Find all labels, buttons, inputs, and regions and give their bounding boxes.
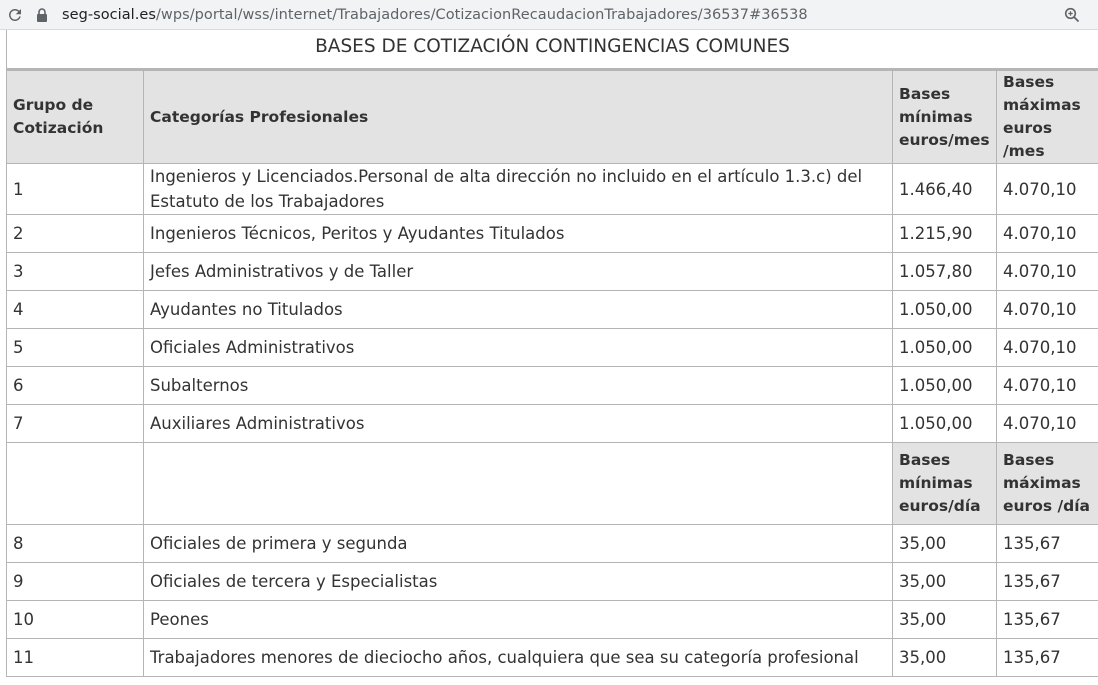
header-max-month: Bases máximas euros /mes — [997, 71, 1098, 164]
category-cell: Oficiales de tercera y Especialistas — [144, 563, 893, 601]
header-min-day: Bases mínimas euros/día — [893, 443, 997, 525]
lock-icon[interactable] — [34, 7, 50, 23]
max-base-cell: 4.070,10 — [997, 367, 1098, 405]
min-base-cell: 35,00 — [893, 639, 997, 677]
max-base-cell: 4.070,10 — [997, 215, 1098, 253]
category-cell: Ingenieros y Licenciados.Personal de alta dirección no incluido en el artículo 1.3.c) del Estatuto de los Trabajadores — [144, 164, 893, 215]
category-cell: Trabajadores menores de dieciocho años, cualquiera que sea su categoría profesional — [144, 639, 893, 677]
table-title: BASES DE COTIZACIÓN CONTINGENCIAS COMUNES — [6, 30, 1098, 70]
max-base-cell: 4.070,10 — [997, 405, 1098, 443]
group-cell: 7 — [7, 405, 144, 443]
min-base-cell: 35,00 — [893, 601, 997, 639]
max-base-cell: 4.070,10 — [997, 164, 1098, 215]
category-cell: Ingenieros Técnicos, Peritos y Ayudantes Titulados — [144, 215, 893, 253]
table-row — [7, 639, 1098, 677]
group-cell: 5 — [7, 329, 144, 367]
table-row — [7, 601, 1098, 639]
min-base-cell: 1.050,00 — [893, 329, 997, 367]
category-cell: Peones — [144, 601, 893, 639]
contribution-bases-table — [6, 30, 1098, 685]
url-field[interactable] — [62, 3, 808, 27]
min-base-cell: 35,00 — [893, 525, 997, 563]
bases-table — [6, 70, 1098, 677]
group-cell: 11 — [7, 639, 144, 677]
header-min-month: Bases mínimas euros/mes — [893, 71, 997, 164]
reload-icon[interactable] — [4, 4, 26, 26]
group-cell: 10 — [7, 601, 144, 639]
group-cell: 4 — [7, 291, 144, 329]
min-base-cell: 1.215,90 — [893, 215, 997, 253]
table-row — [7, 215, 1098, 253]
category-cell: Oficiales de primera y segunda — [144, 525, 893, 563]
group-cell: 1 — [7, 164, 144, 215]
min-base-cell: 1.050,00 — [893, 405, 997, 443]
daily-header-row — [7, 443, 1098, 525]
blank-cell — [144, 443, 893, 525]
max-base-cell: 4.070,10 — [997, 329, 1098, 367]
max-base-cell: 135,67 — [997, 563, 1098, 601]
header-max-day: Bases máximas euros /día — [997, 443, 1098, 525]
min-base-cell: 1.466,40 — [893, 164, 997, 215]
category-cell: Subalternos — [144, 367, 893, 405]
max-base-cell: 135,67 — [997, 639, 1098, 677]
max-base-cell: 4.070,10 — [997, 253, 1098, 291]
category-cell: Ayudantes no Titulados — [144, 291, 893, 329]
max-base-cell: 135,67 — [997, 601, 1098, 639]
group-cell: 9 — [7, 563, 144, 601]
table-row — [7, 164, 1098, 215]
max-base-cell: 4.070,10 — [997, 291, 1098, 329]
min-base-cell: 35,00 — [893, 563, 997, 601]
browser-address-bar — [0, 0, 1098, 30]
url-path: /wps/portal/wss/internet/Trabajadores/CotizacionRecaudacionTrabajadores/36537#36538 — [156, 7, 808, 23]
table-row — [7, 563, 1098, 601]
category-cell: Auxiliares Administrativos — [144, 405, 893, 443]
header-category: Categorías Profesionales — [144, 71, 893, 164]
header-group: Grupo de Cotización — [7, 71, 144, 164]
table-row — [7, 329, 1098, 367]
table-row — [7, 291, 1098, 329]
category-cell: Oficiales Administrativos — [144, 329, 893, 367]
group-cell: 6 — [7, 367, 144, 405]
table-row — [7, 405, 1098, 443]
min-base-cell: 1.050,00 — [893, 291, 997, 329]
blank-cell — [7, 443, 144, 525]
max-base-cell: 135,67 — [997, 525, 1098, 563]
group-cell: 2 — [7, 215, 144, 253]
header-row — [7, 71, 1098, 164]
min-base-cell: 1.050,00 — [893, 367, 997, 405]
group-cell: 8 — [7, 525, 144, 563]
url-host: seg-social.es — [62, 7, 156, 23]
table-row — [7, 253, 1098, 291]
table-row — [7, 525, 1098, 563]
zoom-icon[interactable] — [1062, 5, 1082, 25]
min-base-cell: 1.057,80 — [893, 253, 997, 291]
category-cell: Jefes Administrativos y de Taller — [144, 253, 893, 291]
group-cell: 3 — [7, 253, 144, 291]
table-row — [7, 367, 1098, 405]
